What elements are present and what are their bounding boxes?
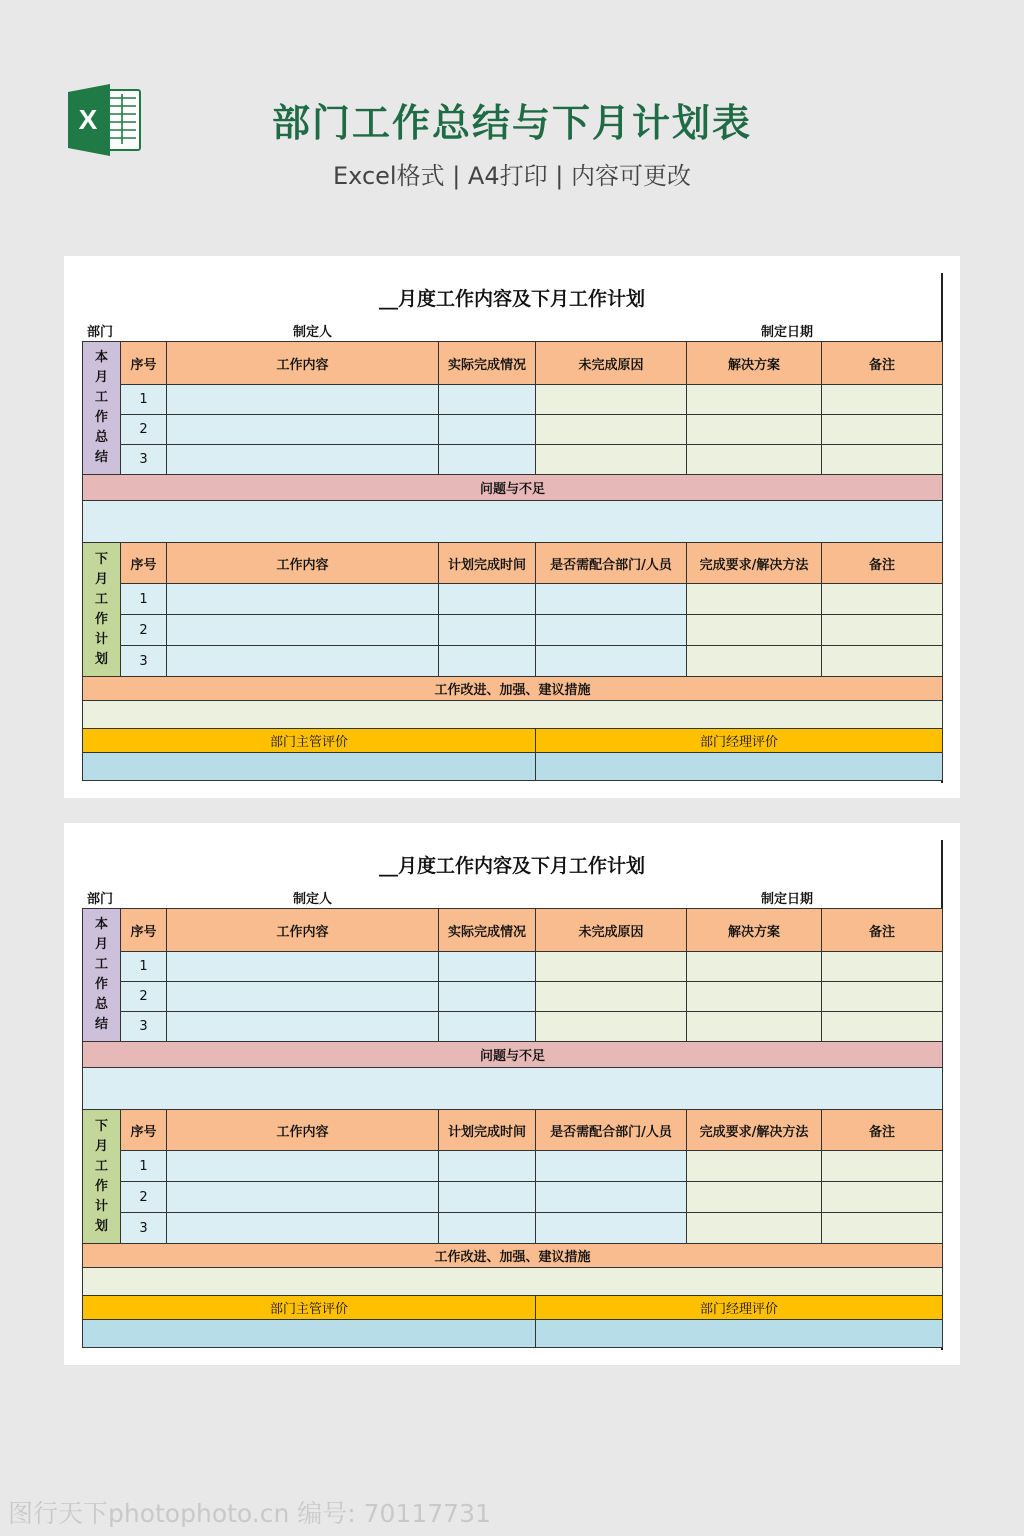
work-content-cell[interactable] (167, 445, 439, 475)
remark-cell[interactable] (822, 584, 943, 615)
remark-cell[interactable] (822, 1213, 943, 1244)
summary-header-cell: 实际完成情况 (439, 342, 536, 385)
solution-cell[interactable] (687, 982, 822, 1012)
plan-side-label (83, 543, 121, 677)
plan-row (83, 1213, 943, 1244)
page-header (0, 0, 1024, 220)
plan-header-cell: 是否需配合部门/人员 (536, 1110, 687, 1151)
summary-row (83, 982, 943, 1012)
supervisor-eval-header: 部门主管评价 (83, 729, 536, 753)
actual-completion-cell[interactable] (439, 385, 536, 415)
plan-row (83, 646, 943, 677)
author-label: 制定人 (293, 325, 333, 340)
row-number: 2 (121, 615, 167, 646)
row-number: 2 (121, 1182, 167, 1213)
work-content-cell[interactable] (167, 584, 439, 615)
remark-cell[interactable] (822, 646, 943, 677)
actual-completion-cell[interactable] (439, 982, 536, 1012)
summary-header-cell: 解决方案 (687, 342, 822, 385)
requirement-cell[interactable] (687, 646, 822, 677)
incomplete-reason-cell[interactable] (536, 385, 687, 415)
summary-row (83, 385, 943, 415)
summary-row (83, 415, 943, 445)
incomplete-reason-cell[interactable] (536, 1012, 687, 1042)
sheet-preview-2 (64, 823, 960, 1365)
planned-time-cell[interactable] (439, 646, 536, 677)
solution-cell[interactable] (687, 445, 822, 475)
solution-cell[interactable] (687, 1012, 822, 1042)
watermark-text: 图行天下photophoto.cn 编号: 70117731 (8, 1499, 491, 1528)
work-content-cell[interactable] (167, 385, 439, 415)
sheet-title: __月度工作内容及下月工作计划 (378, 855, 645, 877)
planned-time-cell[interactable] (439, 1213, 536, 1244)
work-content-cell[interactable] (167, 415, 439, 445)
manager-eval-input[interactable] (536, 753, 943, 781)
department-label: 部门 (87, 892, 114, 907)
row-number: 3 (121, 646, 167, 677)
improvement-band: 工作改进、加强、建议措施 (83, 1244, 943, 1268)
actual-completion-cell[interactable] (439, 445, 536, 475)
row-number: 1 (121, 952, 167, 982)
date-label: 制定日期 (761, 892, 814, 907)
actual-completion-cell[interactable] (439, 415, 536, 445)
plan-header-cell: 备注 (822, 1110, 943, 1151)
cooperation-cell[interactable] (536, 646, 687, 677)
incomplete-reason-cell[interactable] (536, 982, 687, 1012)
sheet-preview-1 (64, 256, 960, 798)
date-label: 制定日期 (761, 325, 814, 340)
requirement-cell[interactable] (687, 584, 822, 615)
summary-header-cell: 未完成原因 (536, 909, 687, 952)
page-subtitle: Excel格式 | A4打印 | 内容可更改 (333, 162, 691, 190)
excel-logo-letter: X (78, 104, 98, 135)
solution-cell[interactable] (687, 415, 822, 445)
work-content-cell[interactable] (167, 1012, 439, 1042)
summary-row (83, 445, 943, 475)
plan-side-text: 下月工作计划 (94, 1118, 108, 1234)
plan-header-cell: 序号 (121, 543, 167, 584)
remark-cell[interactable] (822, 415, 943, 445)
remark-cell[interactable] (822, 1012, 943, 1042)
planned-time-cell[interactable] (439, 1182, 536, 1213)
summary-header-cell: 备注 (822, 909, 943, 952)
remark-cell[interactable] (822, 1151, 943, 1182)
plan-header-cell: 工作内容 (167, 1110, 439, 1151)
issues-input-cell[interactable] (83, 501, 943, 543)
manager-eval-header: 部门经理评价 (536, 1296, 943, 1320)
row-number: 3 (121, 445, 167, 475)
plan-header-cell: 完成要求/解决方法 (687, 1110, 822, 1151)
plan-table (82, 341, 943, 781)
summary-header-cell: 工作内容 (167, 909, 439, 952)
supervisor-eval-input[interactable] (83, 753, 536, 781)
summary-header-cell: 备注 (822, 342, 943, 385)
plan-row (83, 1151, 943, 1182)
actual-completion-cell[interactable] (439, 1012, 536, 1042)
planned-time-cell[interactable] (439, 1151, 536, 1182)
work-content-cell[interactable] (167, 952, 439, 982)
row-number: 3 (121, 1012, 167, 1042)
solution-cell[interactable] (687, 952, 822, 982)
row-number: 3 (121, 1213, 167, 1244)
cooperation-cell[interactable] (536, 1151, 687, 1182)
plan-header-cell: 计划完成时间 (439, 543, 536, 584)
cooperation-cell[interactable] (536, 615, 687, 646)
planned-time-cell[interactable] (439, 615, 536, 646)
summary-header-cell: 工作内容 (167, 342, 439, 385)
requirement-cell[interactable] (687, 1182, 822, 1213)
solution-cell[interactable] (687, 385, 822, 415)
summary-header-cell: 实际完成情况 (439, 909, 536, 952)
improvement-input-cell[interactable] (83, 701, 943, 729)
issues-band: 问题与不足 (83, 1042, 943, 1068)
row-number: 1 (121, 1151, 167, 1182)
remark-cell[interactable] (822, 952, 943, 982)
cooperation-cell[interactable] (536, 584, 687, 615)
work-content-cell[interactable] (167, 982, 439, 1012)
department-label: 部门 (87, 325, 114, 340)
row-number: 1 (121, 385, 167, 415)
plan-side-label (83, 1110, 121, 1244)
plan-table (82, 908, 943, 1348)
plan-header-cell: 序号 (121, 1110, 167, 1151)
plan-header-cell: 完成要求/解决方法 (687, 543, 822, 584)
incomplete-reason-cell[interactable] (536, 952, 687, 982)
summary-side-label (83, 342, 121, 475)
sheet-title: __月度工作内容及下月工作计划 (378, 288, 645, 310)
plan-header-cell: 备注 (822, 543, 943, 584)
work-content-cell[interactable] (167, 1182, 439, 1213)
summary-header-cell: 未完成原因 (536, 342, 687, 385)
requirement-cell[interactable] (687, 1151, 822, 1182)
remark-cell[interactable] (822, 445, 943, 475)
summary-header-cell: 序号 (121, 342, 167, 385)
summary-header-cell: 解决方案 (687, 909, 822, 952)
planned-time-cell[interactable] (439, 584, 536, 615)
manager-eval-input[interactable] (536, 1320, 943, 1348)
cooperation-cell[interactable] (536, 1182, 687, 1213)
plan-row (83, 615, 943, 646)
work-content-cell[interactable] (167, 1213, 439, 1244)
work-content-cell[interactable] (167, 615, 439, 646)
row-number: 2 (121, 415, 167, 445)
improvement-band: 工作改进、加强、建议措施 (83, 677, 943, 701)
plan-header-cell: 工作内容 (167, 543, 439, 584)
plan-row (83, 1182, 943, 1213)
row-number: 2 (121, 982, 167, 1012)
summary-header-cell: 序号 (121, 909, 167, 952)
plan-header-cell: 计划完成时间 (439, 1110, 536, 1151)
actual-completion-cell[interactable] (439, 952, 536, 982)
cooperation-cell[interactable] (536, 1213, 687, 1244)
summary-side-label (83, 909, 121, 1042)
issues-band: 问题与不足 (83, 475, 943, 501)
summary-side-text: 本月工作总结 (94, 350, 108, 465)
row-number: 1 (121, 584, 167, 615)
incomplete-reason-cell[interactable] (536, 415, 687, 445)
summary-side-text: 本月工作总结 (94, 917, 108, 1032)
summary-row (83, 1012, 943, 1042)
remark-cell[interactable] (822, 1182, 943, 1213)
plan-row (83, 584, 943, 615)
supervisor-eval-input[interactable] (83, 1320, 536, 1348)
work-content-cell[interactable] (167, 646, 439, 677)
requirement-cell[interactable] (687, 615, 822, 646)
plan-side-text: 下月工作计划 (94, 551, 108, 667)
summary-row (83, 952, 943, 982)
improvement-input-cell[interactable] (83, 1268, 943, 1296)
issues-input-cell[interactable] (83, 1068, 943, 1110)
remark-cell[interactable] (822, 982, 943, 1012)
requirement-cell[interactable] (687, 1213, 822, 1244)
remark-cell[interactable] (822, 385, 943, 415)
page-title: 部门工作总结与下月计划表 (271, 101, 752, 145)
manager-eval-header: 部门经理评价 (536, 729, 943, 753)
plan-header-cell: 是否需配合部门/人员 (536, 543, 687, 584)
author-label: 制定人 (293, 892, 333, 907)
work-content-cell[interactable] (167, 1151, 439, 1182)
incomplete-reason-cell[interactable] (536, 445, 687, 475)
supervisor-eval-header: 部门主管评价 (83, 1296, 536, 1320)
remark-cell[interactable] (822, 615, 943, 646)
